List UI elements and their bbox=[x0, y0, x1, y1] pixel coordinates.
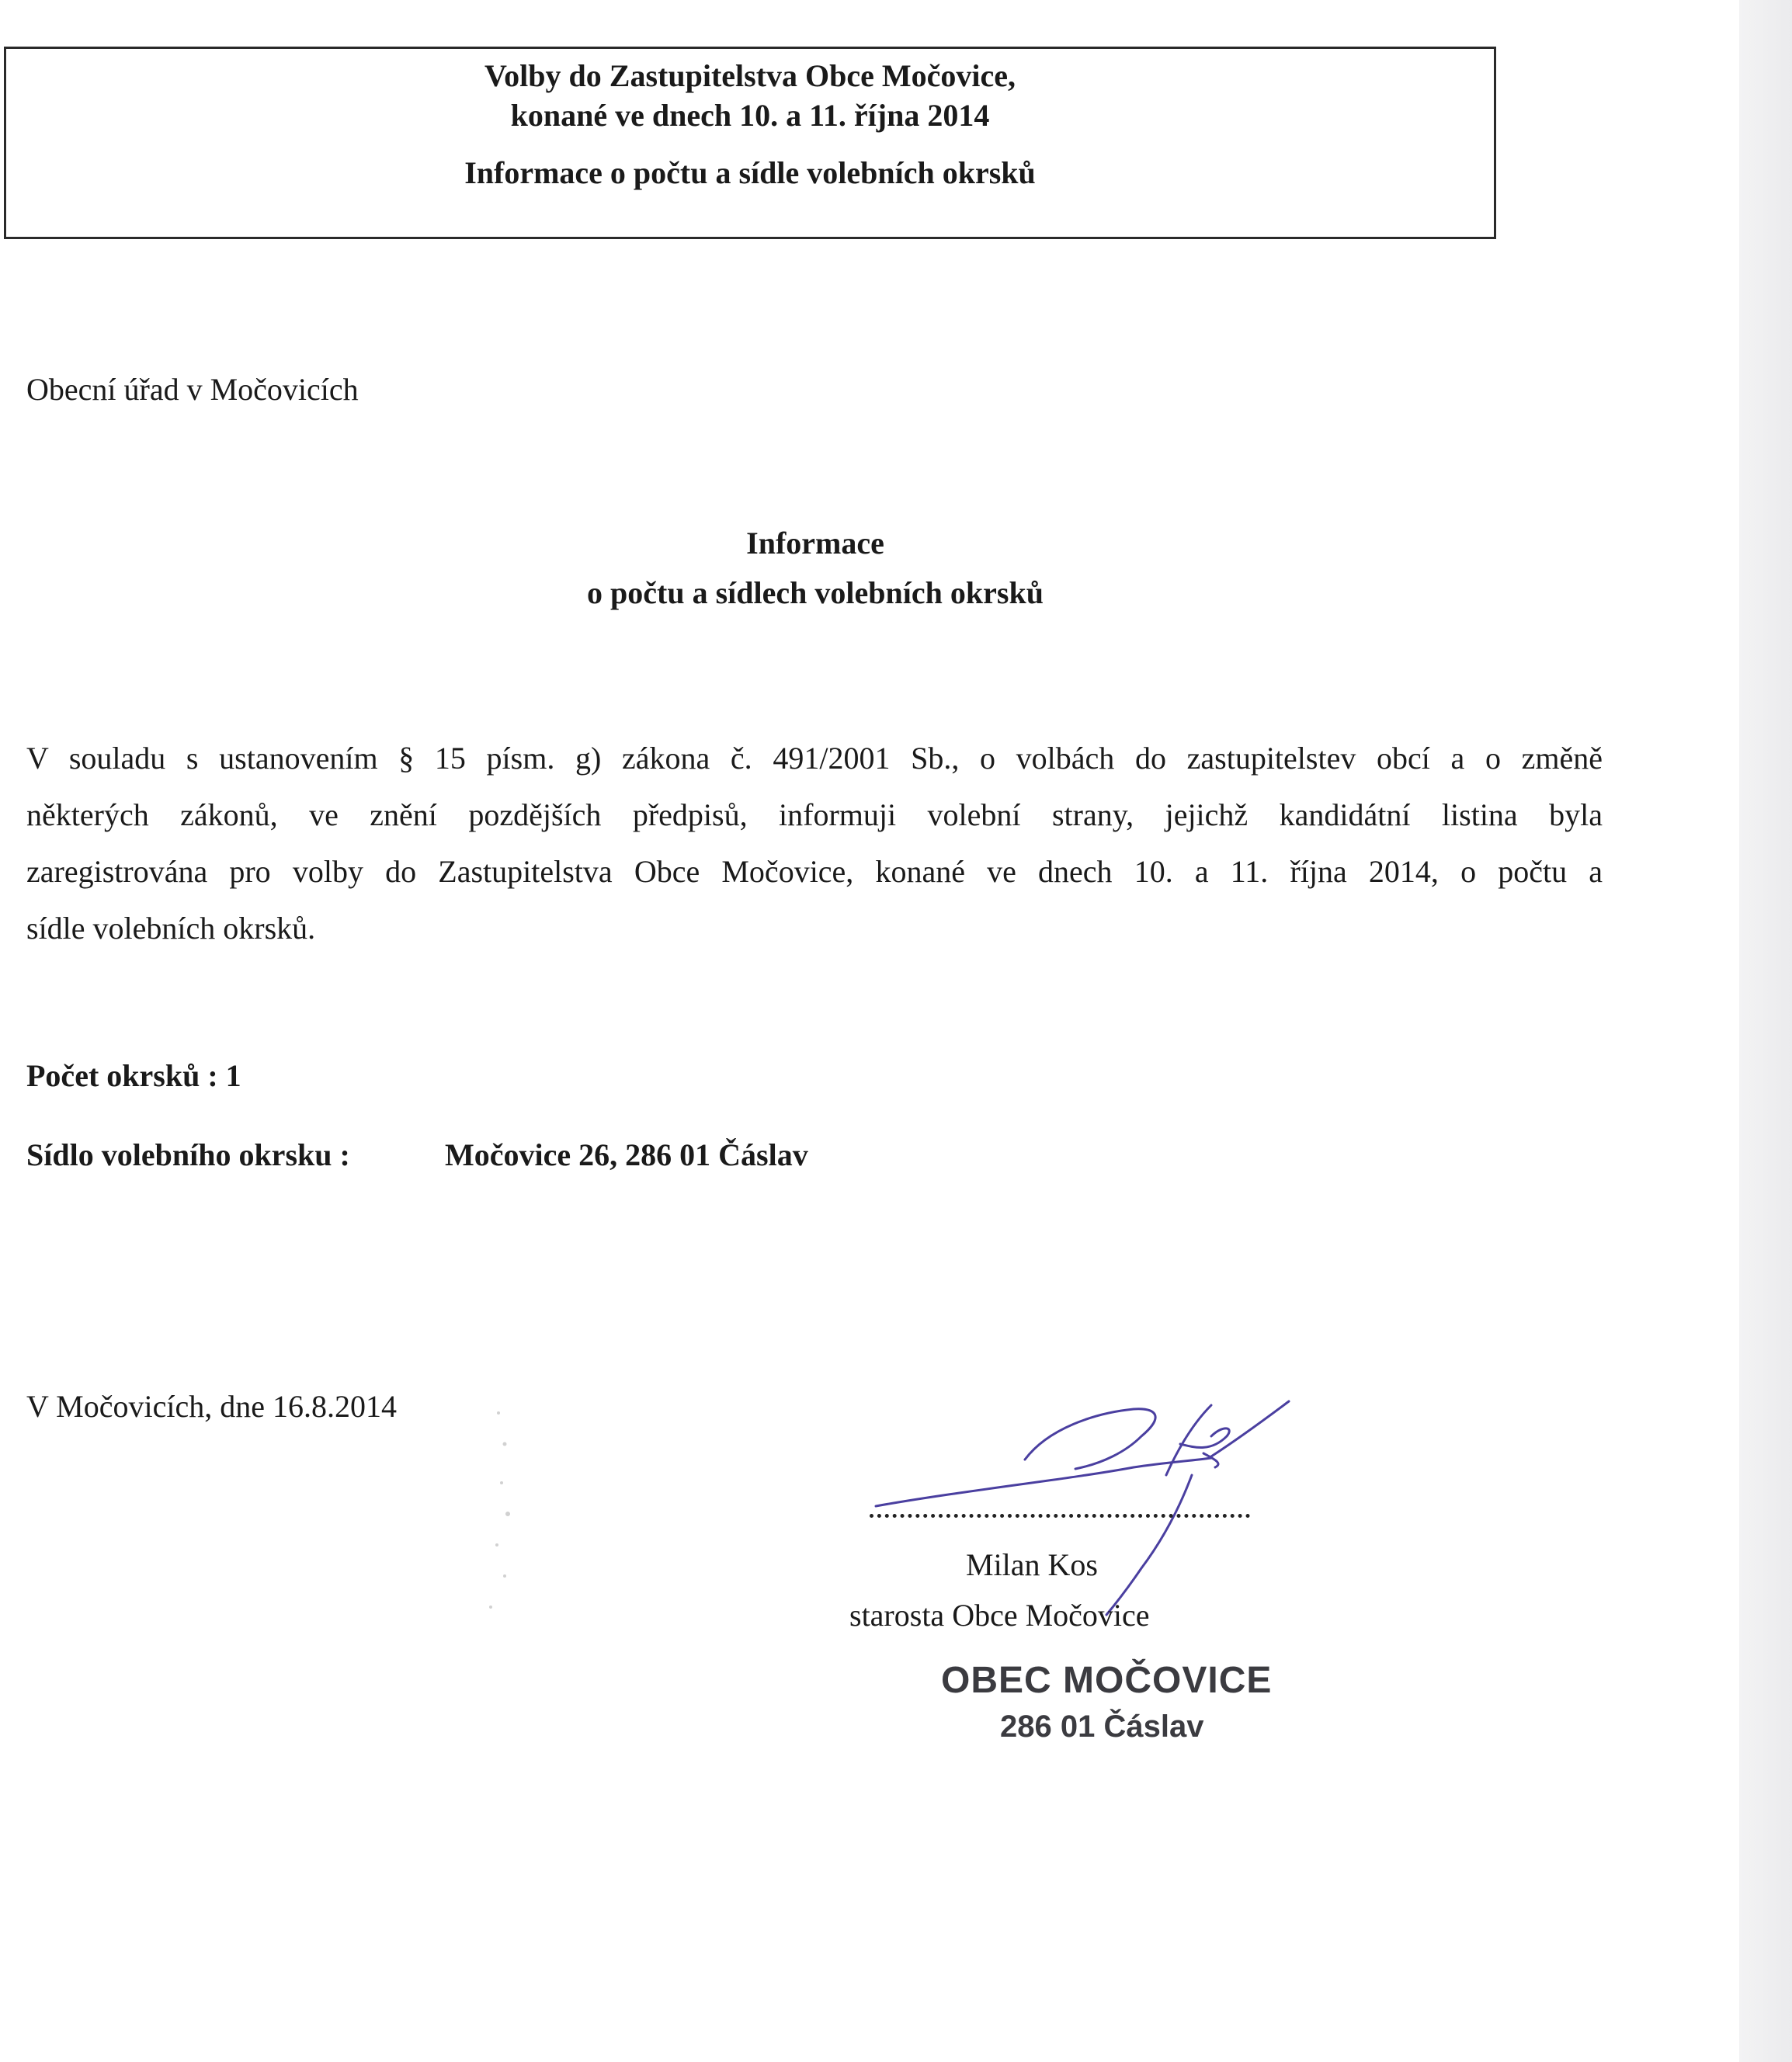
signature bbox=[870, 1382, 1304, 1630]
header-subject: Informace o počtu a sídle volebních okrsků bbox=[464, 155, 1036, 190]
signatory-name: Milan Kos bbox=[966, 1547, 1098, 1582]
info-subheading: o počtu a sídlech volebních okrsků bbox=[587, 575, 1044, 610]
district-seat-label: Sídlo volebního okrsku : bbox=[26, 1137, 350, 1172]
header-dates: konané ve dnech 10. a 11. října 2014 bbox=[510, 98, 990, 133]
district-count: Počet okrsků : 1 bbox=[26, 1058, 241, 1093]
body-paragraph bbox=[26, 730, 1603, 956]
paragraph-line: zaregistrována pro volby do Zastupitelstva Obce Močovice, konané ve dnech 10. a 11. října 2014, o počtu a bbox=[26, 854, 1603, 889]
header-box bbox=[4, 47, 1496, 239]
scan-smudge bbox=[481, 1397, 528, 1630]
place-and-date: V Močovicích, dne 16.8.2014 bbox=[26, 1389, 397, 1424]
paragraph-line: některých zákonů, ve znění pozdějších předpisů, informuji volební strany, jejichž kandidátní listina byla bbox=[26, 797, 1603, 832]
signatory-role: starosta Obce Močovice bbox=[849, 1598, 1150, 1633]
info-heading: Informace bbox=[746, 526, 884, 561]
paragraph-line: sídle volebních okrsků. bbox=[26, 911, 316, 946]
signature-dotted-line bbox=[870, 1514, 1250, 1518]
header-title: Volby do Zastupitelstva Obce Močovice, bbox=[484, 58, 1016, 93]
office-name: Obecní úřad v Močovicích bbox=[26, 372, 359, 407]
paragraph-line: V souladu s ustanovením § 15 písm. g) zákona č. 491/2001 Sb., o volbách do zastupitelstev obcí a o změně bbox=[26, 741, 1603, 776]
district-seat-value: Močovice 26, 286 01 Čáslav bbox=[445, 1137, 808, 1172]
scan-edge-shadow bbox=[1739, 0, 1792, 2062]
stamp-address: 286 01 Čáslav bbox=[1000, 1710, 1204, 1744]
stamp-name: OBEC MOČOVICE bbox=[941, 1660, 1273, 1701]
